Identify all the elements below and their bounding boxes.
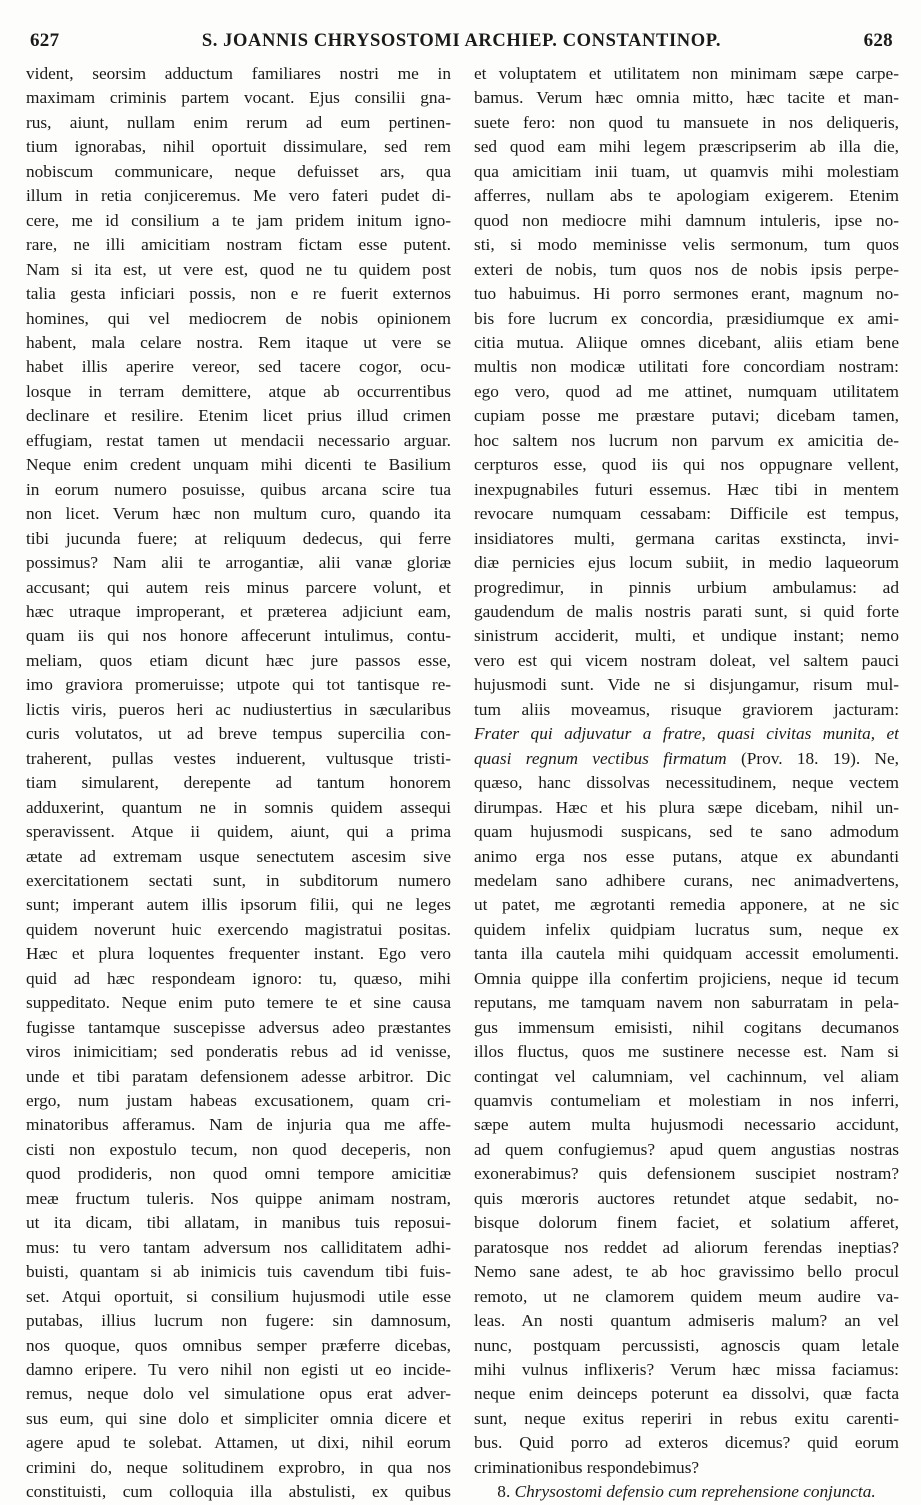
text-line: sed quod eam mihi legem præscripserim ab illa die, bbox=[474, 137, 899, 157]
text-line: agere apud te solebat. Attamen, ut dixi, nihil eorum bbox=[26, 1433, 451, 1453]
text-line: gaudendum de malis nostris parati sunt, si quid forte bbox=[474, 601, 899, 621]
text-line: illos fluctus, quos me sustinere necesse est. Nam si bbox=[474, 1042, 899, 1062]
text-line: talia gesta inficiari possis, non e re fuerit externos bbox=[26, 284, 451, 304]
text-line: constituisti, cum colloquia illa abstulisti, ex quibus bbox=[26, 1482, 451, 1502]
text-line: maximam criminis partem vocant. Ejus consilii gna- bbox=[26, 88, 451, 108]
text-line: putabas, illius lucrum non fugere: sin damnosum, bbox=[26, 1311, 451, 1331]
text-line: non licet. Verum hæc non multum curo, quando ita bbox=[26, 504, 451, 524]
text-line: criminationibus respondebimus? bbox=[474, 1457, 700, 1477]
left-text-column bbox=[26, 62, 451, 1505]
text-line: suppeditato. Neque enim puto temere te et sine causa bbox=[26, 993, 451, 1013]
text-line: accusant; qui autem reis minus parcere volunt, et bbox=[26, 577, 451, 597]
text-line: afferres, nullam abs te apologiam exigerem. Etenim bbox=[474, 186, 899, 206]
text-line: nobiscum communicare, neque defuisset ars, qua bbox=[26, 161, 451, 181]
text-line: traherent, pullas vestes induerent, vultusque tristi- bbox=[26, 748, 451, 768]
text-line: citia mutua. Aliique omnes dicebant, aliis etiam bene bbox=[474, 332, 899, 352]
running-header bbox=[30, 30, 893, 54]
page-number-right: 628 bbox=[863, 30, 893, 51]
text-line: damno eripere. Tu vero nihil non egisti ut eo incide- bbox=[26, 1360, 451, 1380]
text-line: bisque dolorum finem faciet, et solatium afferet, bbox=[474, 1213, 899, 1233]
text-line: declinare et resilire. Etenim licet prius illud crimen bbox=[26, 406, 451, 426]
text-line: ergo, num justam habeas excusationem, quam cri- bbox=[26, 1091, 451, 1111]
text-line: tum aliis moveamus, risuque graviorem jacturam: bbox=[474, 699, 899, 719]
text-line: Nemo sane adest, te ab hoc gravissimo bello procul bbox=[474, 1262, 899, 1282]
text-line: quamvis contumeliam et molestiam in nos inferri, bbox=[474, 1091, 899, 1111]
text-line: quis mœroris auctores retundet atque sedabit, no- bbox=[474, 1188, 899, 1208]
text-line: suete fero: non quod tu mansuete in nos deliqueris, bbox=[474, 112, 899, 132]
text-line: tiam simularent, derepente ad tantum honorem bbox=[26, 773, 451, 793]
text-line: Hæc et plura loquentes frequenter instant. Ego vero bbox=[26, 944, 451, 964]
text-line: fugisse tantamque suscepisse adversus adeo præstantes bbox=[26, 1017, 451, 1037]
text-line: mus: tu vero tantam adversum nos calliditatem adhi- bbox=[26, 1237, 451, 1257]
page-number-left: 627 bbox=[30, 30, 60, 51]
text-line: buisti, quantam si ab inimicis tuis cavendum tibi fuis- bbox=[26, 1262, 451, 1282]
text-line: cerpturos esse, quod iis qui nos oppugnare vellent, bbox=[474, 455, 899, 475]
text-line: exercitationem sectati sunt, in subditorum numero bbox=[26, 870, 451, 890]
text-line: ut ita dicam, tibi allatam, in manibus tuis reposui- bbox=[26, 1213, 451, 1233]
text-line: animo erga nos esse putans, atque ex abundanti bbox=[474, 846, 899, 866]
text-line: quæso, hanc dissolvas necessitudinem, neque vectem bbox=[474, 773, 899, 793]
text-line: revocare numquam cessabam: Difficile est tempus, bbox=[474, 504, 899, 524]
text-line: ut patet, me ægrotanti remedia apponere, at ne sic bbox=[474, 895, 899, 915]
text-line: et voluptatem et utilitatem non minimam sæpe carpe- bbox=[474, 64, 899, 83]
text-line: ad quem confugiemus? apud quem angustias nostras bbox=[474, 1139, 899, 1159]
text-line: vident, seorsim adductum familiares nostri me in bbox=[26, 64, 451, 83]
text-line: quidem infelix quidpiam lucratus sum, neque ex bbox=[474, 919, 899, 939]
text-line: quidem noverunt huic exercendo magistratui positas. bbox=[26, 919, 451, 939]
text-line: Neque enim credent unquam mihi dicenti te Basilium bbox=[26, 455, 451, 475]
text-line: bus. Quid porro ad exteros dicemus? quid eorum bbox=[474, 1433, 899, 1453]
text-line: cere, me id consilium a te jam pridem initum igno- bbox=[26, 210, 451, 230]
right-text-column bbox=[474, 62, 899, 1505]
text-line: quid ad hæc respondeam ignoro: tu, quæso, mihi bbox=[26, 968, 451, 988]
text-line: meliam, quos etiam dicunt hæc jure passos esse, bbox=[26, 650, 451, 670]
text-line: lictis viris, pueros heri ac nudiustertius in sæcularibus bbox=[26, 699, 451, 719]
text-line: in eorum numero posuisse, quibus arcana scire tua bbox=[26, 479, 451, 499]
text-line: sti, si modo meminisse velis sermonum, tum quos bbox=[474, 235, 899, 255]
text-line: sunt; imperant autem illis ipsorum filii, qui ne leges bbox=[26, 895, 451, 915]
text-line: remoto, ut ne clamorem quidem meum audire va- bbox=[474, 1286, 899, 1306]
text-line: losque in terram demittere, atque ab occurrentibus bbox=[26, 381, 451, 401]
text-line: illum in retia conjiceremus. Me vero fateri pudet di- bbox=[26, 186, 451, 206]
section-heading bbox=[474, 1480, 899, 1504]
text-line: nos quoque, quos omnibus semper præferre dicebas, bbox=[26, 1335, 451, 1355]
text-line: adduxerint, quantum ne in somnis quidem assequi bbox=[26, 797, 451, 817]
text-line: effugiam, restat tamen ut mendacii necessario arguar. bbox=[26, 430, 451, 450]
scripture-quote-line: quasi regnum vectibus firmatum (Prov. 18. 19). Ne, bbox=[474, 748, 899, 768]
text-line: hoc saltem nos lucrum non parvum ex amicitia de- bbox=[474, 430, 899, 450]
text-line: exteri de nobis, tum quos nos de nobis ipsis perpe- bbox=[474, 259, 899, 279]
text-line: bamus. Verum hæc omnia mitto, hæc tacite et man- bbox=[474, 88, 899, 108]
text-line: hujusmodi sunt. Vide ne si disjungamur, risum mul- bbox=[474, 675, 899, 695]
text-line: unde et tibi paratam defensionem adesse arbitror. Dic bbox=[26, 1066, 451, 1086]
text-line: multis non modicæ utilitati fore concordiam nostram: bbox=[474, 357, 899, 377]
text-line: inexpugnabiles futuri essemus. Hæc tibi in mentem bbox=[474, 479, 899, 499]
text-line: speravissent. Atque ii quidem, aiunt, qui a prima bbox=[26, 822, 451, 842]
text-line: Nam si ita est, ut vere est, quod ne tu quidem post bbox=[26, 259, 451, 279]
text-line: medelam sano adhibere curans, nec animadvertens, bbox=[474, 870, 899, 890]
text-line: leas. An nosti quantum admiseris malum? an vel bbox=[474, 1311, 899, 1331]
text-line: habet illis aperire vereor, sed tacere cogor, ocu- bbox=[26, 357, 451, 377]
text-line: habent, mala celare nostra. Rem itaque ut vere se bbox=[26, 332, 451, 352]
text-line: tibi jucunda fuere; at reliquum dedecus, qui ferre bbox=[26, 528, 451, 548]
text-line: hæc utraque improperant, et præterea adjiciunt eam, bbox=[26, 601, 451, 621]
text-line: ego vero, quod ad me attinet, numquam utilitatem bbox=[474, 381, 899, 401]
text-line: progredimur, in pinnis urbium ambulamus: ad bbox=[474, 577, 899, 597]
text-line: rare, ne illi amicitiam nostram fictam esse putent. bbox=[26, 235, 451, 255]
text-line: cupiam posse me præstare putavi; dicebam tamen, bbox=[474, 406, 899, 426]
text-line: diæ pernicies ejus locum subiit, in medio laqueorum bbox=[474, 553, 899, 573]
section-number: 8. bbox=[497, 1482, 511, 1502]
text-line: sunt, neque exitus reperiri in rebus exitu carenti- bbox=[474, 1408, 899, 1428]
text-line: reputans, me tamquam navem non saburratam in pela- bbox=[474, 993, 899, 1013]
text-line: gus immensum emisisti, nihil cogitans decumanos bbox=[474, 1017, 899, 1037]
text-line: tium ignorabas, nihil oportuit dissimulare, sed rem bbox=[26, 137, 451, 157]
text-line: insidiatores multi, germana caritas exstincta, invi- bbox=[474, 528, 899, 548]
text-line: tuo habuimus. Hi porro sermones erant, magnum no- bbox=[474, 284, 899, 304]
text-line: meæ fructum tuleris. Nos quippe animam nostram, bbox=[26, 1188, 451, 1208]
text-line: crimini do, neque solitudinem exprobro, in qua nos bbox=[26, 1457, 451, 1477]
text-line: set. Atqui oportuit, si consilium hujusmodi utile esse bbox=[26, 1286, 451, 1306]
text-line: nunc, postquam percussisti, agnoscis quam letale bbox=[474, 1335, 899, 1355]
text-line: curis volutatos, ut ad breve tempus supercilia con- bbox=[26, 724, 451, 744]
text-line: tanta illa cautela mihi quidquam accessit emolumenti. bbox=[474, 944, 899, 964]
text-line: quod prodideris, non quod omni tempore amicitiæ bbox=[26, 1164, 451, 1184]
text-line: sæpe autem multa hujusmodi necessario accidunt, bbox=[474, 1115, 899, 1135]
text-line: Omnia quippe illa confertim projiciens, neque id tecum bbox=[474, 968, 899, 988]
text-line: possimus? Nam alii te arrogantiæ, alii vanæ gloriæ bbox=[26, 553, 451, 573]
text-line: qua amicitiam inii tuam, ut quamvis mihi molestiam bbox=[474, 161, 899, 181]
text-line: paratosque nos reddet ad aliorum ferendas ineptias? bbox=[474, 1237, 899, 1257]
text-line: contingat vel calumniam, vel cachinnum, vel aliam bbox=[474, 1066, 899, 1086]
scripture-quote-line: Frater qui adjuvatur a fratre, quasi civitas munita, et bbox=[474, 724, 899, 744]
text-line: sus eum, qui sine dolo et simpliciter omnia dicere et bbox=[26, 1408, 451, 1428]
text-line: ætate ad extremam usque senectutem ascesim sive bbox=[26, 846, 451, 866]
text-line: cisti non expostulo tecum, non quod deceperis, non bbox=[26, 1139, 451, 1159]
text-line: vero est qui vicem nostram doleat, vel saltem pauci bbox=[474, 650, 899, 670]
text-line: quam hujusmodi suspicans, sed te sano admodum bbox=[474, 822, 899, 842]
text-line: bis fore lucrum ex concordia, præsidiumque ex ami- bbox=[474, 308, 899, 328]
text-line: quam iis qui nos honore affecerunt intulimus, contu- bbox=[26, 626, 451, 646]
text-line: viros inimicitiam; sed ponderatis rebus ad id venisse, bbox=[26, 1042, 451, 1062]
text-line: exonerabimus? quis defensionem suscipiet nostram? bbox=[474, 1164, 899, 1184]
section-heading-text: Chrysostomi defensio cum reprehensione conjuncta. bbox=[514, 1482, 876, 1502]
text-line: minatoribus afferamus. Nam de injuria qua me affe- bbox=[26, 1115, 451, 1135]
text-line: quod non mediocre mihi damnum intuleris, ipse no- bbox=[474, 210, 899, 230]
text-line: homines, qui vel mediocrem de nobis opinionem bbox=[26, 308, 451, 328]
text-line: sinistrum acciderit, multi, et undique instant; nemo bbox=[474, 626, 899, 646]
text-line: mihi vulnus inflixeris? Verum hæc missa faciamus: bbox=[474, 1360, 899, 1380]
text-line: imo graviora promeruisse; utpote qui tot tantisque re- bbox=[26, 675, 451, 695]
running-title: S. JOANNIS CHRYSOSTOMI ARCHIEP. CONSTANTINOP. bbox=[201, 31, 722, 51]
text-line: rus, aiunt, nullam enim rerum ad eum pertinen- bbox=[26, 112, 451, 132]
text-line: remus, neque dolo vel simulatione opus erat adver- bbox=[26, 1384, 451, 1404]
text-line: dirumpas. Hæc et his plura sæpe dicebam, nihil un- bbox=[474, 797, 899, 817]
text-line: neque enim deinceps poterunt ea dissolvi, quæ facta bbox=[474, 1384, 899, 1404]
